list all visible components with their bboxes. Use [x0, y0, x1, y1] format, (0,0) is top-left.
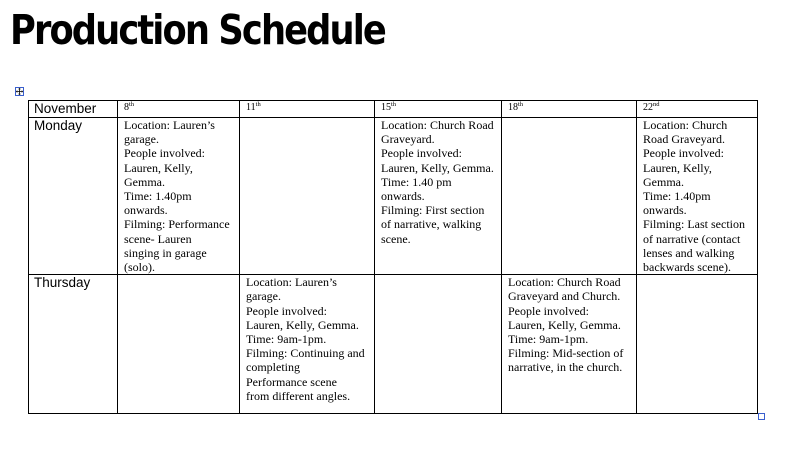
date-header[interactable]	[118, 101, 240, 118]
cell-text-line: Performance scene	[246, 374, 337, 389]
cell-text-line: People involved:	[508, 303, 589, 318]
cell-text-line: Location: Lauren’s	[124, 118, 215, 132]
cell-text-line: People involved:	[643, 146, 724, 161]
schedule-cell[interactable]	[375, 275, 502, 414]
cell-text-line: backwards scene).	[643, 260, 731, 275]
schedule-table	[28, 100, 758, 414]
schedule-cell[interactable]	[118, 118, 240, 275]
cell-text-line: onwards.	[124, 203, 168, 218]
cell-text-line: scene- Lauren	[124, 231, 192, 246]
cell-text-line: Lauren, Kelly, Gemma.	[246, 317, 359, 332]
cell-text-line: Time: 1.40 pm	[381, 174, 452, 189]
cell-text-line: scene.	[381, 231, 411, 246]
month-header[interactable]: November	[29, 101, 118, 118]
date-suffix: nd	[653, 101, 660, 108]
cell-text-line: lenses and walking	[643, 245, 735, 260]
table-row-thursday	[29, 275, 758, 414]
cell-text-line: garage.	[246, 289, 281, 304]
cell-text-line: People involved:	[124, 146, 205, 161]
cell-text-line: Lauren, Kelly,	[643, 160, 712, 175]
cell-text-line: Time: 9am-1pm.	[508, 332, 589, 347]
cell-text-line: Road Graveyard.	[643, 132, 725, 147]
cell-text-line: onwards.	[643, 203, 687, 218]
cell-text-line: Lauren, Kelly, Gemma.	[381, 160, 494, 175]
schedule-cell[interactable]	[240, 275, 375, 414]
cell-text-line: Location: Church Road	[381, 118, 494, 132]
cell-text-line: of narrative (contact	[643, 231, 741, 246]
cell-text-line: Location: Church	[643, 118, 728, 132]
date-day: 18	[508, 102, 518, 113]
date-header[interactable]	[240, 101, 375, 118]
cell-text-line: Time: 9am-1pm.	[246, 332, 327, 347]
cell-text-line: Time: 1.40pm	[124, 189, 192, 204]
schedule-cell[interactable]	[637, 118, 758, 275]
cell-text-line: Filming: Performance	[124, 217, 230, 232]
date-header[interactable]	[375, 101, 502, 118]
date-suffix: th	[129, 101, 135, 108]
cell-text-line: garage.	[124, 132, 159, 147]
four-arrow-move-icon	[16, 88, 23, 95]
cell-text-line: Filming: Mid-section of	[508, 346, 624, 361]
cell-text-line: Filming: Last section	[643, 217, 745, 232]
table-row-monday	[29, 118, 758, 275]
cell-text-line: onwards.	[381, 189, 425, 204]
cell-text-line: Time: 1.40pm	[643, 189, 711, 204]
cell-text-line: Location: Church Road	[508, 275, 621, 290]
cell-text-line: Gemma.	[124, 174, 165, 189]
date-day: 11	[246, 102, 256, 113]
schedule-cell[interactable]	[637, 275, 758, 414]
cell-text-line: (solo).	[124, 260, 155, 275]
schedule-cell[interactable]	[502, 275, 637, 414]
cell-text-line: singing in garage	[124, 245, 207, 260]
cell-text-line: Lauren, Kelly, Gemma.	[508, 317, 621, 332]
cell-text-line: Lauren, Kelly,	[124, 160, 193, 175]
schedule-cell[interactable]	[240, 118, 375, 275]
date-header[interactable]	[637, 101, 758, 118]
cell-text-line: Filming: First section	[381, 203, 485, 218]
schedule-cell[interactable]	[118, 275, 240, 414]
date-header[interactable]	[502, 101, 637, 118]
cell-text-line: Filming: Continuing and	[246, 346, 365, 361]
row-label-monday[interactable]: Monday	[29, 118, 118, 275]
date-suffix: th	[518, 101, 524, 108]
cell-text-line: completing	[246, 360, 300, 375]
cell-text-line: Graveyard and Church.	[508, 289, 621, 304]
cell-text-line: Location: Lauren’s	[246, 275, 337, 290]
cell-text-line: Gemma.	[643, 174, 684, 189]
date-day: 22	[643, 102, 653, 113]
cell-text-line: from different angles.	[246, 388, 351, 403]
date-suffix: th	[255, 101, 261, 108]
page-title: Production Schedule	[10, 6, 385, 54]
cell-text-line: narrative, in the church.	[508, 360, 623, 375]
schedule-cell[interactable]	[502, 118, 637, 275]
cell-text-line: People involved:	[246, 303, 327, 318]
cell-text-line: of narrative, walking	[381, 217, 482, 232]
date-suffix: th	[391, 101, 397, 108]
cell-text-line: Graveyard.	[381, 132, 435, 147]
row-label-thursday[interactable]: Thursday	[29, 275, 118, 414]
date-day: 8	[124, 102, 129, 113]
schedule-cell[interactable]	[375, 118, 502, 275]
date-day: 15	[381, 102, 391, 113]
table-header-row	[29, 101, 758, 118]
table-move-handle-icon[interactable]	[15, 87, 24, 96]
cell-text-line: People involved:	[381, 146, 462, 161]
resize-square-icon[interactable]	[758, 413, 765, 420]
